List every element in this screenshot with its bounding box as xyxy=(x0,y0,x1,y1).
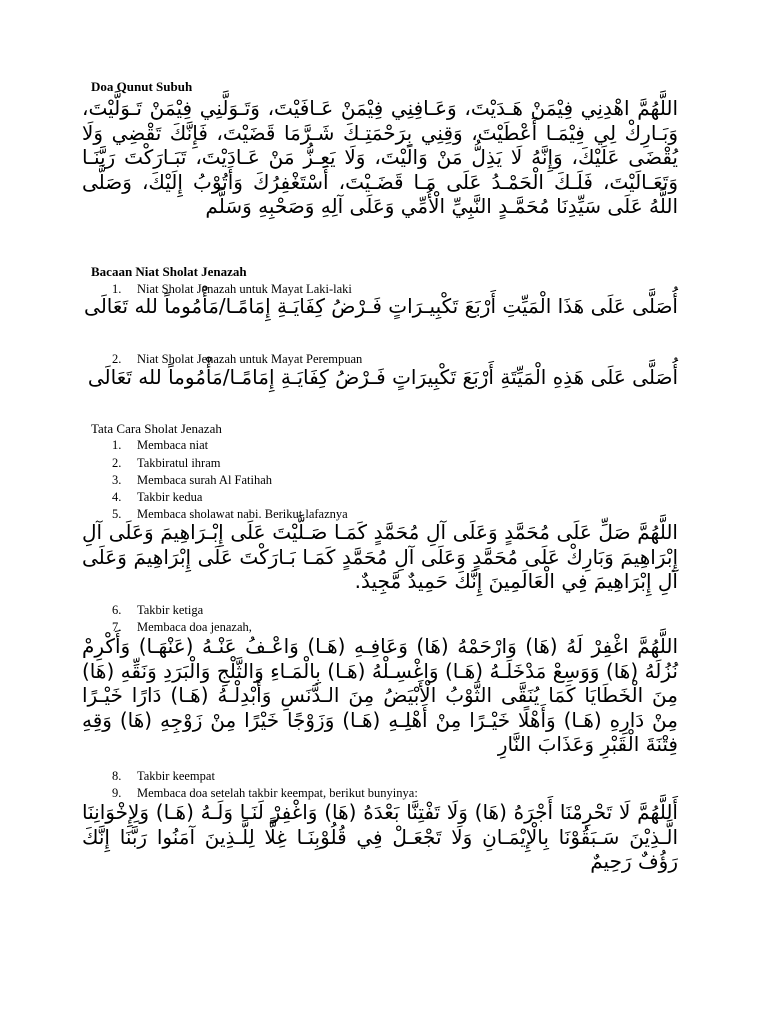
list-number: 4. xyxy=(112,490,122,504)
step-item xyxy=(112,456,220,471)
list-number: 2. xyxy=(112,352,122,366)
step-item xyxy=(112,620,252,635)
step-label: Membaca sholawat nabi. Berikut lafaznya xyxy=(137,507,348,521)
list-number: 1. xyxy=(112,282,122,296)
sholawat-arabic-text: اللَّهُمَّ صَلِّ عَلَى مُحَمَّدٍ وَعَلَى آلِ مُحَمَّدٍ كَمَـا صَـلَّيْتَ عَلَى إِبْـرَاهِيمَ وَعَلَى آلِ إِبْرَاهِيمَ وَبَارِكْ عَلَى مُحَمَّدٍ وَعَلَى آلِ مُحَمَّدٍ كَمَـا بَـارَكْتَ عَلَى إِبْرَاهِيمَ وَعَلَى آلِ إِبْرَاهِيمَ فِي الْعَالَمِينَ إِنَّكَ حَمِيدٌ مَّجِيدٌ. xyxy=(82,520,678,593)
list-number: 3. xyxy=(112,473,122,487)
list-number: 7. xyxy=(112,620,122,634)
list-number: 9. xyxy=(112,786,122,800)
doa-qunut-arabic-text: اللَّهُمَّ اهْدِنِي فِيْمَنْ هَـدَيْتَ، وَعَـافِنِي فِيْمَنْ عَـافَيْتَ، وَتَـوَلَّنِي فِيْمَنْ تَـوَلَّيْتَ، وَبَـارِكْ لِي فِيْمَـا أَعْطَيْتَ، وَقِنِي بِرَحْمَتِـكَ شَـرَّمَا قَضَيْتَ، فَإِنَّكَ تَقْضِي وَلَا يُقْضَى عَلَيْكَ، وَإِنَّهُ لَا يَذِلُّ مَنْ وَالَيْتَ، وَلَا يَعِـزُّ مَنْ عَـادَيْتَ، تَبَـارَكْتَ رَبَّنَـا وَتَعَـالَيْتَ، فَلَـكَ الْحَمْـدُ عَلَى مَـا قَضَـيْتَ، أَسْتَغْفِرُكَ وَأَتُوْبُ إِلَيْكَ، وَصَلَّى اللَّهُ عَلَى سَيِّدِنَا مُحَمَّـدٍ النَّبِيِّ الْأُمِّي وَعَلَى آلِهِ وَصَحْبِهِ وَسَلَّم xyxy=(82,96,678,218)
niat-perempuan-arabic: أُصَلَّى عَلَى هَذِهِ الْمَيِّتَةِ أَرْبَعَ تَكْبِيرَاتٍ فَـرْضُ كِفَايَـةِ إِمَامًـا/مَأْمُوماً لله تَعَالَى xyxy=(87,365,678,389)
step-label: Takbir keempat xyxy=(137,769,215,783)
title-doa-qunut-subuh: Doa Qunut Subuh xyxy=(91,79,193,94)
doa-takbir-keempat-arabic-text: أَللَّهُمَّ لَا تَحْرِمْنَا أَجْرَهُ (هَا) وَلَا تَفْتِنَّا بَعْدَهُ (هَا) وَاغْفِرْ لَنَـا وَلَـهُ (هَـا) وَلِإِخْوَانِنَا الَّـذِيْنَ سَـبَقُوْنَا بِالْإِيْمَـانِ وَلَا تَجْعَـلْ فِي قُلُوْبِنَـا غِلًّا لِلَّـذِينَ آمَنُوا رَبَّنَا إِنَّكَ رَؤُفٌ رَحِيمٌ xyxy=(82,800,678,873)
step-item xyxy=(112,769,215,784)
niat-laki-laki-arabic: أُصَلَّى عَلَى هَذَا الْمَيِّتِ أَرْبَعَ تَكْبِيـرَاتٍ فَـرْضُ كِفَايَـةِ إِمَامًـا/مَأْمُوماً لله تَعَالَى xyxy=(84,294,678,318)
list-number: 8. xyxy=(112,769,122,783)
step-item xyxy=(112,603,203,618)
step-item xyxy=(112,490,202,505)
doa-jenazah-arabic-text: اللَّهُمَّ اغْفِرْ لَهُ (هَا) وَارْحَمْهُ (هَا) وَعَافِـهِ (هَـا) وَاعْـفُ عَنْـهُ (عَنْهَـا) وَأَكْرِمْ نُزُلَهُ (هَا) وَوَسِعْ مَدْخَلَـهُ (هَـا) وَاغْسِـلْهُ (هَـا) بِالْمَـاءِ وَالثَّلْجِ وَالْبَرَدِ وَنَقِّهِ (هَا) مِنَ الْخَطَايَا كَمَا يُنَقَّى الثَّوْبُ الْأَبْيَضُ مِنَ الـدَّنَسِ وَأَبْدِلْـهُ (هَـا) دَارًا خَيْـرًا مِنْ دَارِهِ (هَـا) وَأَهْلًا خَيْـرًا مِنْ أَهْلِـهِ (هَـا) وَزَوْجًا خَيْرًا مِنْ زَوْجِهِ (هَا) وَقِهِ فِتْنَةَ الْقَبْرِ وَعَذَابَ النَّارِ xyxy=(82,634,678,756)
list-number: 5. xyxy=(112,507,122,521)
title-bacaan-niat: Bacaan Niat Sholat Jenazah xyxy=(91,264,247,279)
list-number: 2. xyxy=(112,456,122,470)
step-item xyxy=(112,438,208,453)
step-label: Membaca doa jenazah, xyxy=(137,620,252,634)
step-label: Takbir ketiga xyxy=(137,603,204,617)
step-item xyxy=(112,786,418,801)
niat-item-1-label: Niat Sholat Jenazah untuk Mayat Laki-laki xyxy=(137,282,352,296)
step-label: Takbiratul ihram xyxy=(137,456,221,470)
list-number: 6. xyxy=(112,603,122,617)
step-item xyxy=(112,473,272,488)
title-tata-cara: Tata Cara Sholat Jenazah xyxy=(91,421,222,436)
step-label: Membaca surah Al Fatihah xyxy=(137,473,273,487)
step-label: Membaca doa setelah takbir keempat, berikut bunyinya: xyxy=(137,786,418,800)
step-label: Membaca niat xyxy=(137,438,209,452)
niat-item-2-label: Niat Sholat Jenazah untuk Mayat Perempuan xyxy=(137,352,363,366)
step-label: Takbir kedua xyxy=(137,490,203,504)
list-number: 1. xyxy=(112,438,122,452)
